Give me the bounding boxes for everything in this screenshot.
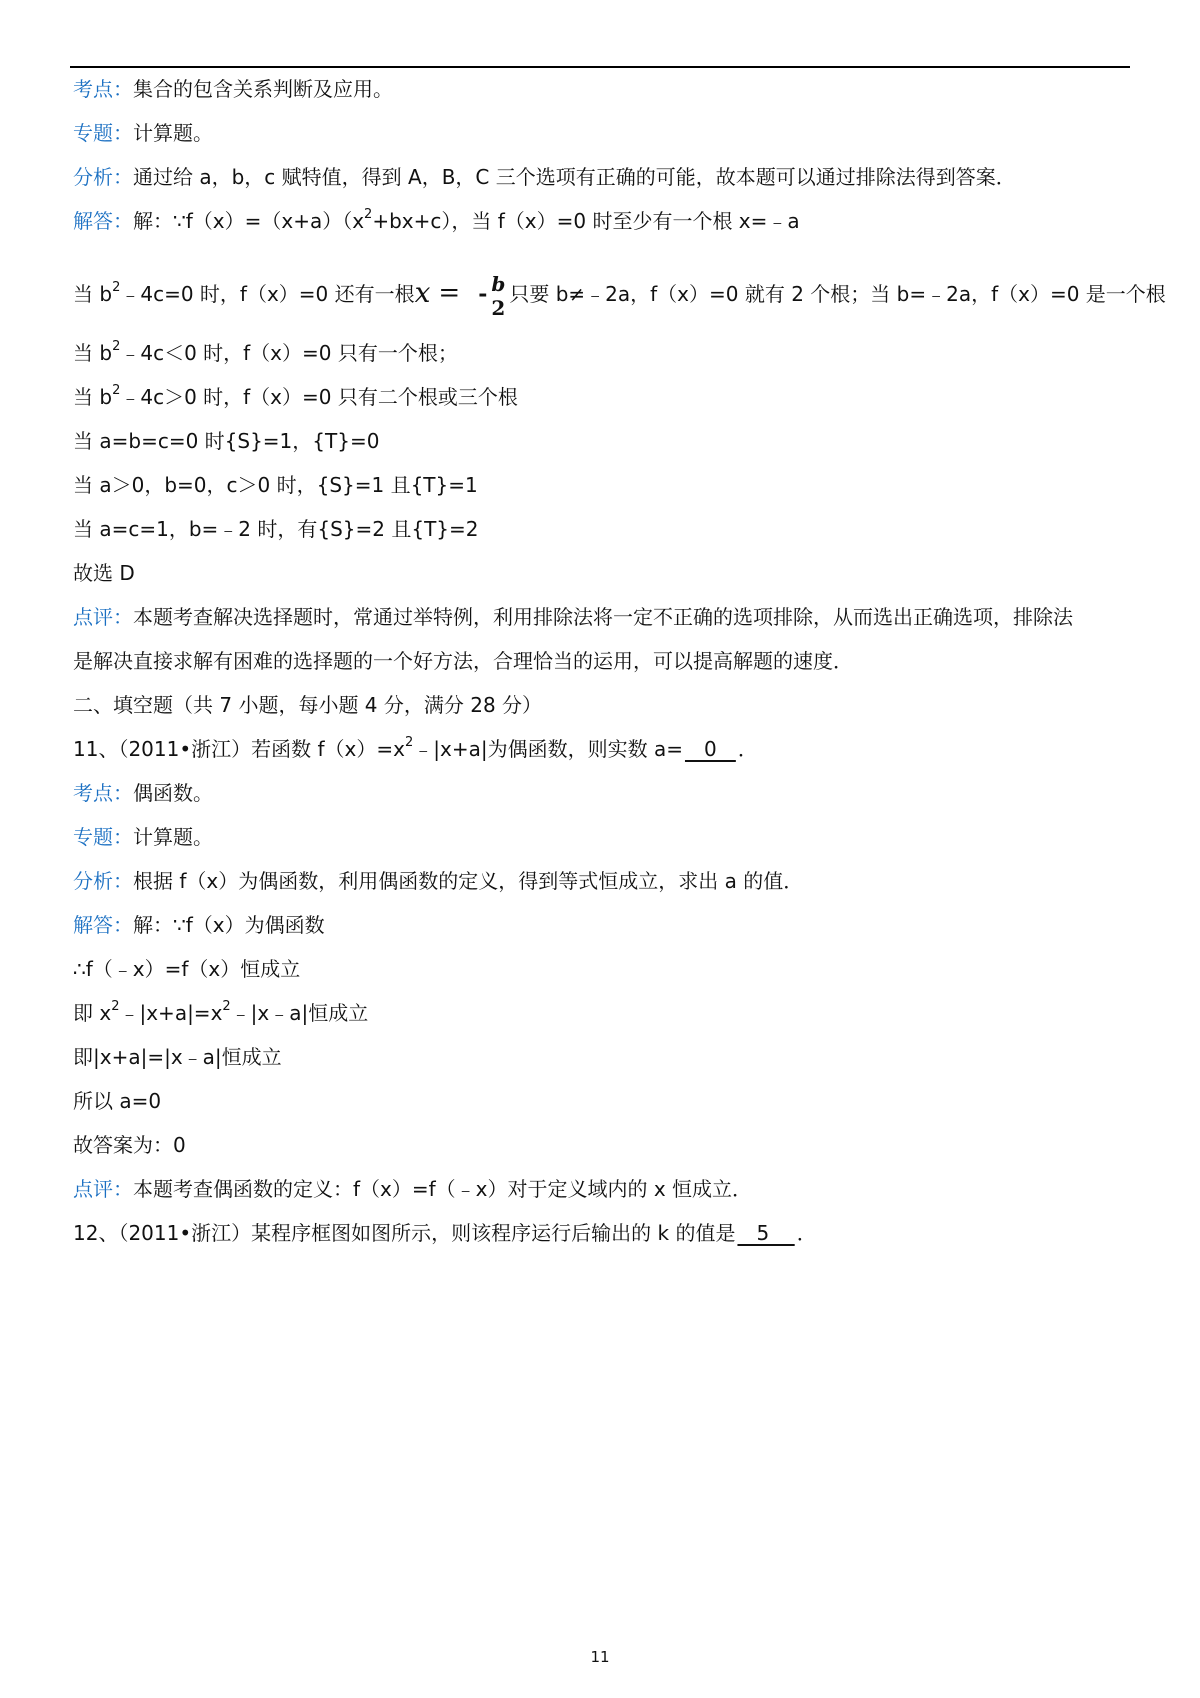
q10-l2-c: 只要 b≠﹣2a，f（x）=0 就有 2 个根；当 b=﹣2a，f（x）=0 是一个根 xyxy=(509,282,1166,306)
q10-l2-b: ﹣4c=0 时，f（x）=0 还有一根 xyxy=(120,282,415,306)
q11-line-3 xyxy=(73,1000,368,1026)
q10-dianping-1: 本题考查解决选择题时，常通过举特例，利用排除法将一定不正确的选项排除，从而选出正确选项，排除法 xyxy=(133,605,1073,629)
q10-dianping xyxy=(73,604,1073,630)
q11-fenxi xyxy=(73,868,803,894)
q10-jieda xyxy=(73,208,800,234)
q11-l3-b: ﹣|x+a|=x xyxy=(119,1001,223,1025)
superscript: 2 xyxy=(112,280,121,296)
q11-dianping-text: 本题考查偶函数的定义：f（x）=f（﹣x）对于定义域内的 x 恒成立． xyxy=(133,1177,753,1201)
q10-fenxi-text: 通过给 a，b，c 赋特值，得到 A，B，C 三个选项有正确的可能，故本题可以通过排除法得到答案． xyxy=(133,165,1016,189)
label-kaodian: 考点： xyxy=(73,77,133,101)
q11-l3-c: ﹣|x﹣a|恒成立 xyxy=(230,1001,369,1025)
label-zhuanti: 专题： xyxy=(73,121,133,145)
q11-stem-mid: ﹣|x+a|为偶函数，则实数 a= xyxy=(413,737,683,761)
formula-fraction xyxy=(491,272,505,320)
q10-zhuanti xyxy=(73,120,213,146)
q12-stem xyxy=(73,1220,817,1246)
q11-zhuanti xyxy=(73,824,213,850)
q10-line-6: 当 a＞0，b=0，c＞0 时，{S}=1 且{T}=1 xyxy=(73,473,478,497)
q11-line-6: 故答案为：0 xyxy=(73,1133,186,1157)
q10-line-2 xyxy=(73,268,1166,320)
q10-line-8: 故选 D xyxy=(73,561,135,585)
q11-stem-pre: 11、（2011•浙江）若函数 f（x）=x xyxy=(73,737,405,761)
label-jieda: 解答： xyxy=(73,209,133,233)
q10-jieda-post: +bx+c），当 f（x）=0 时至少有一个根 x=﹣a xyxy=(372,209,800,233)
q10-fenxi xyxy=(73,164,1016,190)
page-number: 11 xyxy=(590,1648,610,1666)
q10-kaodian xyxy=(73,76,393,102)
q10-l3-a: 当 b xyxy=(73,341,113,365)
label-dianping: 点评： xyxy=(73,605,133,629)
q10-line-4 xyxy=(73,384,518,410)
q11-jieda xyxy=(73,912,325,938)
q10-jieda-pre: 解：∵f（x）=（x+a）（x xyxy=(133,209,365,233)
q11-answer-blank: 0 xyxy=(684,737,736,761)
q11-line-5: 所以 a=0 xyxy=(73,1089,162,1113)
q11-kaodian xyxy=(73,780,213,806)
q10-l4-a: 当 b xyxy=(73,385,113,409)
label-jieda: 解答： xyxy=(73,913,133,937)
q10-line-3 xyxy=(73,340,458,366)
label-dianping: 点评： xyxy=(73,1177,133,1201)
superscript: 2 xyxy=(112,339,121,355)
q11-kaodian-text: 偶函数。 xyxy=(133,781,213,805)
q12-stem-end: ． xyxy=(796,1221,817,1245)
formula-equals: = xyxy=(438,278,461,308)
q11-l3-a: 即 x xyxy=(73,1001,112,1025)
label-kaodian: 考点： xyxy=(73,781,133,805)
formula-x: x xyxy=(414,276,431,309)
q10-l2-a: 当 b xyxy=(73,282,113,306)
q10-line-5: 当 a=b=c=0 时{S}=1，{T}=0 xyxy=(73,429,380,453)
superscript: 2 xyxy=(364,207,373,223)
q10-l4-b: ﹣4c＞0 时，f（x）=0 只有二个根或三个根 xyxy=(120,385,518,409)
superscript: 2 xyxy=(111,999,120,1015)
section-heading: 二、填空题（共 7 小题，每小题 4 分，满分 28 分） xyxy=(73,693,543,717)
q11-stem xyxy=(73,736,758,762)
q11-zhuanti-text: 计算题。 xyxy=(133,825,213,849)
q11-dianping xyxy=(73,1176,752,1202)
fraction-denominator: 2 xyxy=(491,295,506,320)
label-zhuanti: 专题： xyxy=(73,825,133,849)
q11-jieda-text: 解：∵f（x）为偶函数 xyxy=(133,913,325,937)
q11-stem-end: ． xyxy=(737,737,758,761)
formula-minus: - xyxy=(478,281,488,307)
q10-line-7: 当 a=c=1，b=﹣2 时，有{S}=2 且{T}=2 xyxy=(73,517,479,541)
header-rule xyxy=(70,66,1130,68)
q11-line-4: 即|x+a|=|x﹣a|恒成立 xyxy=(73,1045,282,1069)
superscript: 2 xyxy=(404,735,414,751)
q11-fenxi-text: 根据 f（x）为偶函数，利用偶函数的定义，得到等式恒成立，求出 a 的值． xyxy=(133,869,804,893)
label-fenxi: 分析： xyxy=(73,869,133,893)
q10-kaodian-text: 集合的包含关系判断及应用。 xyxy=(133,77,393,101)
q10-dianping-2: 是解决直接求解有困难的选择题的一个好方法，合理恰当的运用，可以提高解题的速度． xyxy=(73,649,853,673)
fraction-numerator: b xyxy=(491,271,506,296)
q11-line-2: ∴f（﹣x）=f（x）恒成立 xyxy=(73,957,301,981)
superscript: 2 xyxy=(222,999,231,1015)
q12-answer-blank: 5 xyxy=(737,1221,795,1245)
superscript: 2 xyxy=(112,383,121,399)
label-fenxi: 分析： xyxy=(73,165,133,189)
q10-zhuanti-text: 计算题。 xyxy=(133,121,213,145)
q10-l3-b: ﹣4c＜0 时，f（x）=0 只有一个根； xyxy=(120,341,458,365)
q12-stem-pre: 12、（2011•浙江）某程序框图如图所示，则该程序运行后输出的 k 的值是 xyxy=(73,1221,736,1245)
